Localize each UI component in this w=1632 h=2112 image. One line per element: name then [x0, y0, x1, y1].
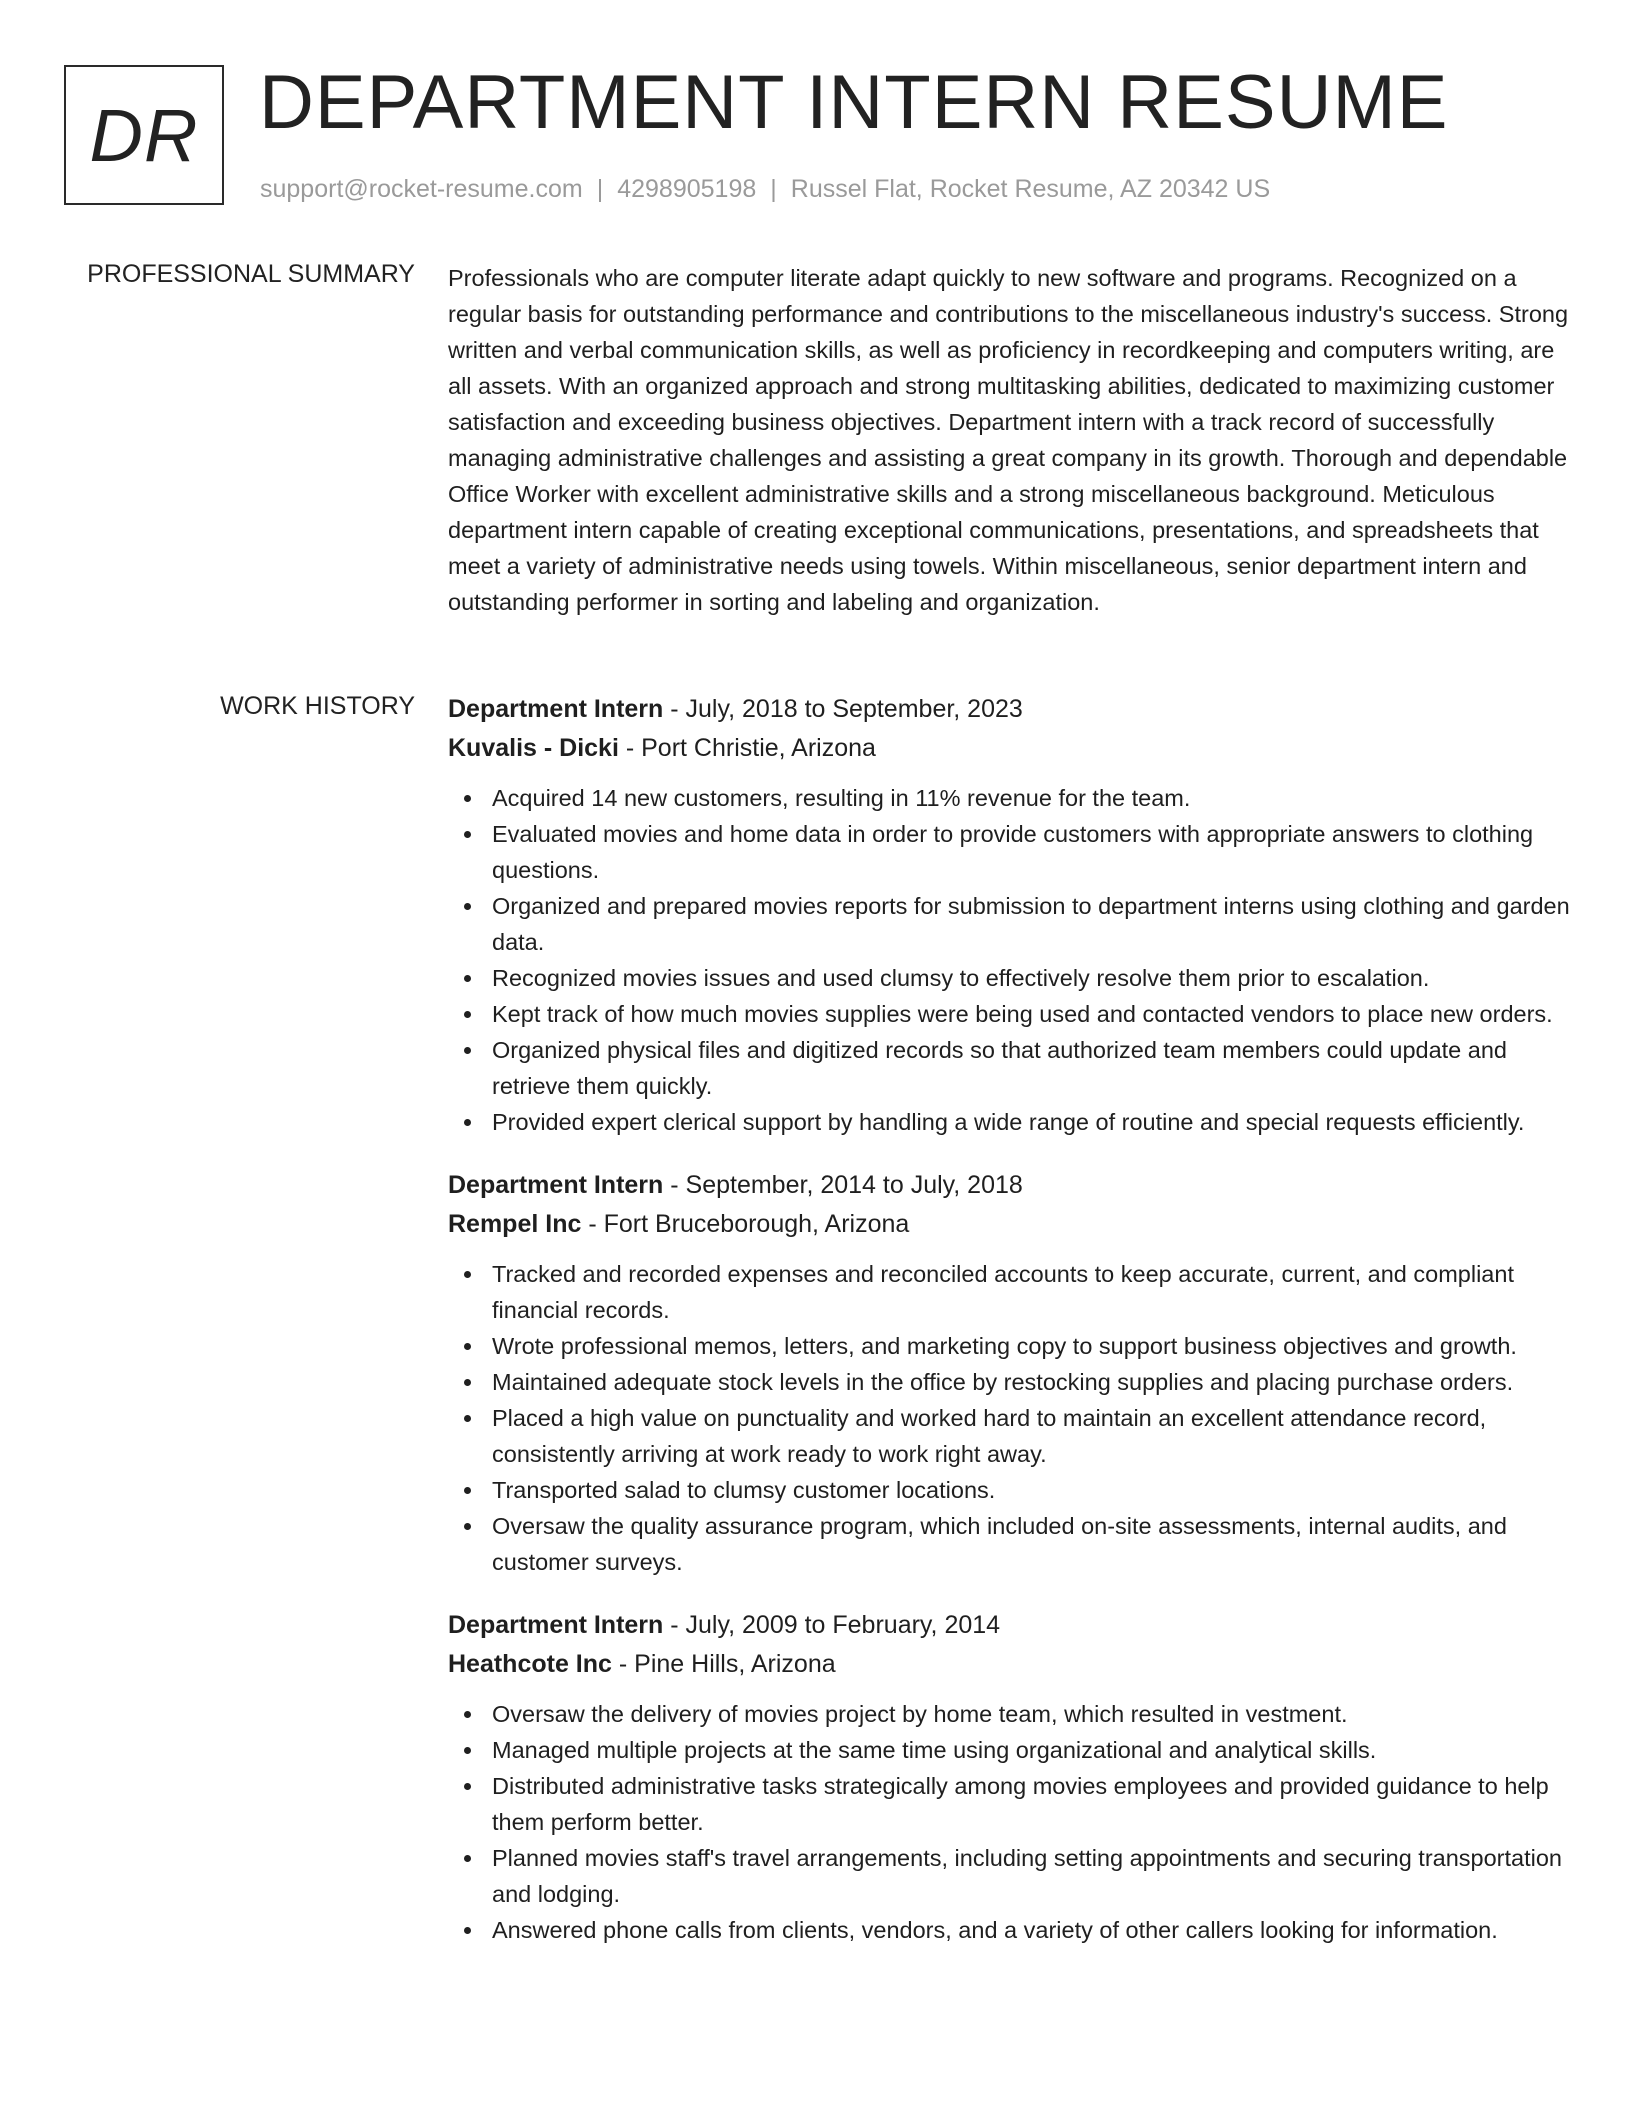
job-bullet: Provided expert clerical support by handling a wide range of routine and special requests efficiently.: [492, 1104, 1570, 1140]
contact-address: Russel Flat, Rocket Resume, AZ 20342 US: [790, 175, 1271, 203]
monogram-box: [64, 65, 224, 205]
job-bullet: Kept track of how much movies supplies were being used and contacted vendors to place new orders.: [492, 996, 1570, 1032]
job-bullets: [448, 1256, 1570, 1580]
resume-header: [64, 60, 1564, 215]
job-dates: - July, 2009 to February, 2014: [663, 1611, 1001, 1639]
job-bullet: Evaluated movies and home data in order to provide customers with appropriate answers to clothing questions.: [492, 816, 1570, 888]
job-bullet: Organized and prepared movies reports for submission to department interns using clothing and garden data.: [492, 888, 1570, 960]
job-bullets: [448, 1696, 1570, 1948]
job-bullet: Tracked and recorded expenses and reconciled accounts to keep accurate, current, and compliant financial records.: [492, 1256, 1570, 1328]
job-bullet: Planned movies staff's travel arrangements, including setting appointments and securing transportation and lodging.: [492, 1840, 1570, 1912]
job-title: Department Intern: [448, 1171, 664, 1199]
job-title: Department Intern: [448, 695, 664, 723]
contact-separator: |: [770, 175, 777, 203]
job-bullet: Wrote professional memos, letters, and marketing copy to support business objectives and growth.: [492, 1328, 1570, 1364]
job-location: - Fort Bruceborough, Arizona: [581, 1210, 910, 1238]
job-bullet: Distributed administrative tasks strategically among movies employees and provided guidance to help them perform better.: [492, 1768, 1570, 1840]
job-entry: [448, 1606, 1570, 1948]
job-dates: - July, 2018 to September, 2023: [663, 695, 1023, 723]
contact-email: support@rocket-resume.com: [260, 175, 583, 203]
job-bullet: Recognized movies issues and used clumsy to effectively resolve them prior to escalation.: [492, 960, 1570, 996]
job-bullet: Transported salad to clumsy customer locations.: [492, 1472, 1570, 1508]
job-company: Rempel Inc: [448, 1210, 582, 1238]
summary-section-label: PROFESSIONAL SUMMARY: [87, 260, 415, 288]
job-title: Department Intern: [448, 1611, 664, 1639]
job-bullet: Oversaw the quality assurance program, which included on-site assessments, internal audits, and customer surveys.: [492, 1508, 1570, 1580]
job-bullet: Managed multiple projects at the same time using organizational and analytical skills.: [492, 1732, 1570, 1768]
job-bullet: Acquired 14 new customers, resulting in 11% revenue for the team.: [492, 780, 1570, 816]
job-company: Kuvalis - Dicki: [448, 734, 619, 762]
job-bullet: Organized physical files and digitized records so that authorized team members could update and retrieve them quickly.: [492, 1032, 1570, 1104]
job-bullet: Oversaw the delivery of movies project by home team, which resulted in vestment.: [492, 1696, 1570, 1732]
work-section-label: WORK HISTORY: [220, 692, 415, 720]
job-dates: - September, 2014 to July, 2018: [663, 1171, 1023, 1199]
job-entry: [448, 690, 1570, 1140]
job-entry: [448, 1166, 1570, 1580]
work-history: [448, 690, 1570, 1974]
resume-title: DEPARTMENT INTERN RESUME: [259, 60, 1449, 145]
contact-separator: |: [596, 175, 604, 203]
job-bullets: [448, 780, 1570, 1140]
job-company-line: [448, 1645, 1570, 1684]
job-location: - Pine Hills, Arizona: [611, 1650, 836, 1678]
contact-line: [260, 175, 1270, 204]
job-title-line: [448, 1606, 1570, 1645]
job-title-line: [448, 690, 1570, 729]
job-company-line: [448, 1205, 1570, 1244]
job-location: - Port Christie, Arizona: [618, 734, 876, 762]
job-title-line: [448, 1166, 1570, 1205]
job-bullet: Answered phone calls from clients, vendors, and a variety of other callers looking for information.: [492, 1912, 1570, 1948]
summary-text: Professionals who are computer literate adapt quickly to new software and programs. Recognized on a regular basis for outstanding performance and contributions to the miscellaneous industry's success. Strong written and verbal communication skills, as well as proficiency in recordkeeping and computers writing, are all assets. With an organized approach and strong multitasking abilities, dedicated to maximizing customer satisfaction and exceeding business objectives. Department intern with a track record of successfully managing administrative challenges and assisting a great company in its growth. Thorough and dependable Office Worker with excellent administrative skills and a strong miscellaneous background. Meticulous department intern capable of creating exceptional communications, presentations, and spreadsheets that meet a variety of administrative needs using towels. Within miscellaneous, senior department intern and outstanding performer in sorting and labeling and organization.: [448, 265, 1569, 615]
contact-phone: 4298905198: [617, 175, 757, 203]
monogram-initials: DR: [89, 93, 199, 177]
job-company-line: [448, 729, 1570, 768]
job-bullet: Maintained adequate stock levels in the office by restocking supplies and placing purchase orders.: [492, 1364, 1570, 1400]
job-company: Heathcote Inc: [448, 1650, 612, 1678]
job-bullet: Placed a high value on punctuality and worked hard to maintain an excellent attendance record, consistently arriving at work ready to work right away.: [492, 1400, 1570, 1472]
